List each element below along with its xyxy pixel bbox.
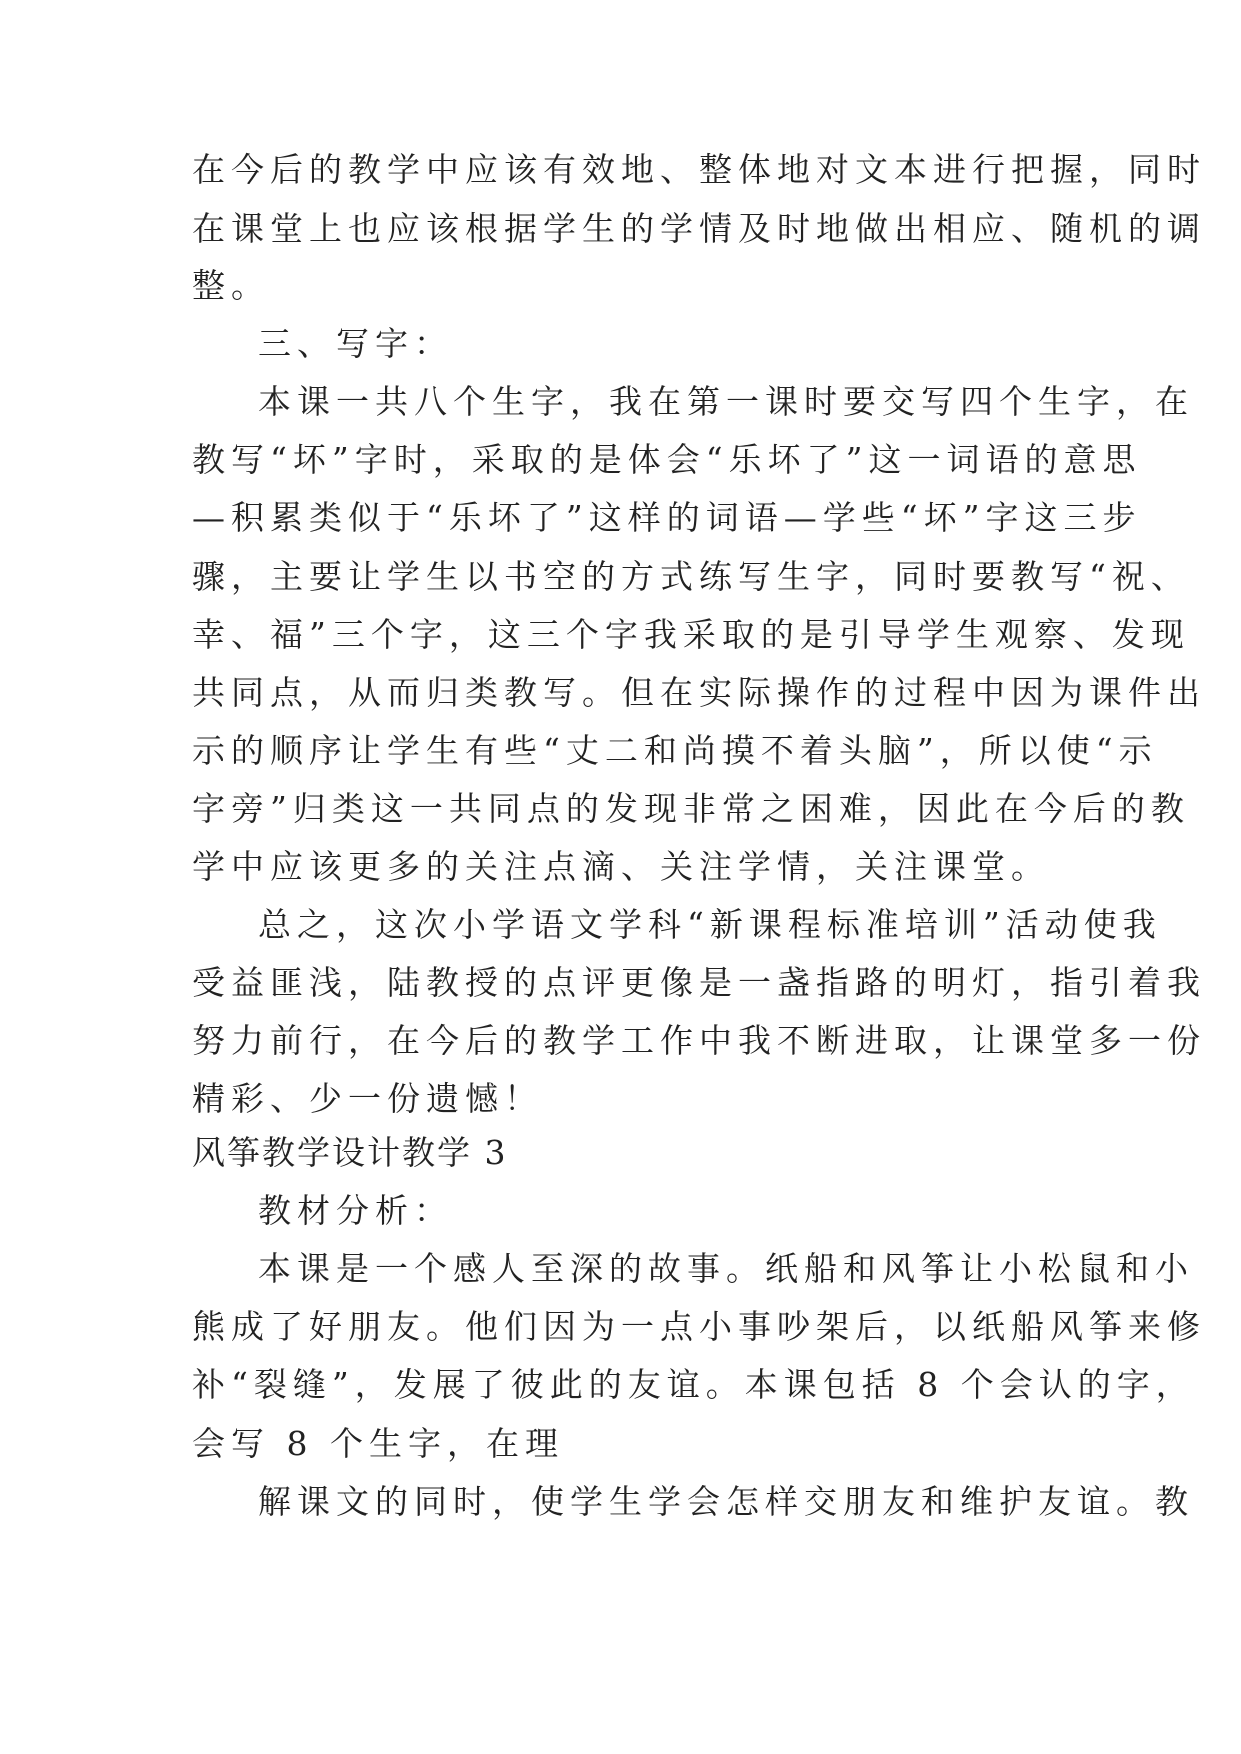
document-title: 风筝教学设计教学 3 bbox=[192, 1133, 508, 1172]
section-heading: 教材分析： bbox=[258, 1191, 453, 1230]
paragraph-line: 幸、福”三个字，这三个字我采取的是引导学生观察、发现 bbox=[192, 615, 1190, 654]
paragraph-line: 在今后的教学中应该有效地、整体地对文本进行把握，同时 bbox=[192, 150, 1206, 189]
paragraph-line: 补“裂缝”，发展了彼此的友谊。本课包括 8 个会认的字， bbox=[192, 1365, 1195, 1404]
paragraph-line: 教写“坏”字时，采取的是体会“乐坏了”这一词语的意思 bbox=[192, 440, 1142, 479]
paragraph-line: —积累类似于“乐坏了”这样的词语—学些“坏”字这三步 bbox=[192, 498, 1142, 537]
paragraph-line: 字旁”归类这一共同点的发现非常之困难，因此在今后的教 bbox=[192, 789, 1190, 828]
paragraph-line: 骤，主要让学生以书空的方式练写生字，同时要教写“祝、 bbox=[192, 557, 1190, 596]
paragraph-line: 受益匪浅，陆教授的点评更像是一盏指路的明灯，指引着我 bbox=[192, 963, 1206, 1002]
paragraph-line: 整。 bbox=[192, 266, 270, 305]
paragraph-line: 熊成了好朋友。他们因为一点小事吵架后，以纸船风筝来修 bbox=[192, 1307, 1206, 1346]
section-heading: 三、写字： bbox=[258, 324, 453, 363]
paragraph-line: 精彩、少一份遗憾！ bbox=[192, 1079, 543, 1118]
paragraph-line: 共同点，从而归类教写。但在实际操作的过程中因为课件出 bbox=[192, 673, 1206, 712]
paragraph-line: 会写 8 个生字，在理 bbox=[192, 1424, 564, 1463]
paragraph-line: 解课文的同时，使学生学会怎样交朋友和维护友谊。教 bbox=[258, 1482, 1194, 1521]
paragraph-line: 总之，这次小学语文学科“新课程标准培训”活动使我 bbox=[258, 905, 1162, 944]
paragraph-line: 本课一共八个生字，我在第一课时要交写四个生字，在 bbox=[258, 382, 1194, 421]
paragraph-line: 本课是一个感人至深的故事。纸船和风筝让小松鼠和小 bbox=[258, 1249, 1194, 1288]
paragraph-line: 示的顺序让学生有些“丈二和尚摸不着头脑”，所以使“示 bbox=[192, 731, 1158, 770]
paragraph-line: 在课堂上也应该根据学生的学情及时地做出相应、随机的调 bbox=[192, 209, 1206, 248]
paragraph-line: 努力前行，在今后的教学工作中我不断进取，让课堂多一份 bbox=[192, 1021, 1206, 1060]
paragraph-line: 学中应该更多的关注点滴、关注学情，关注课堂。 bbox=[192, 847, 1050, 886]
